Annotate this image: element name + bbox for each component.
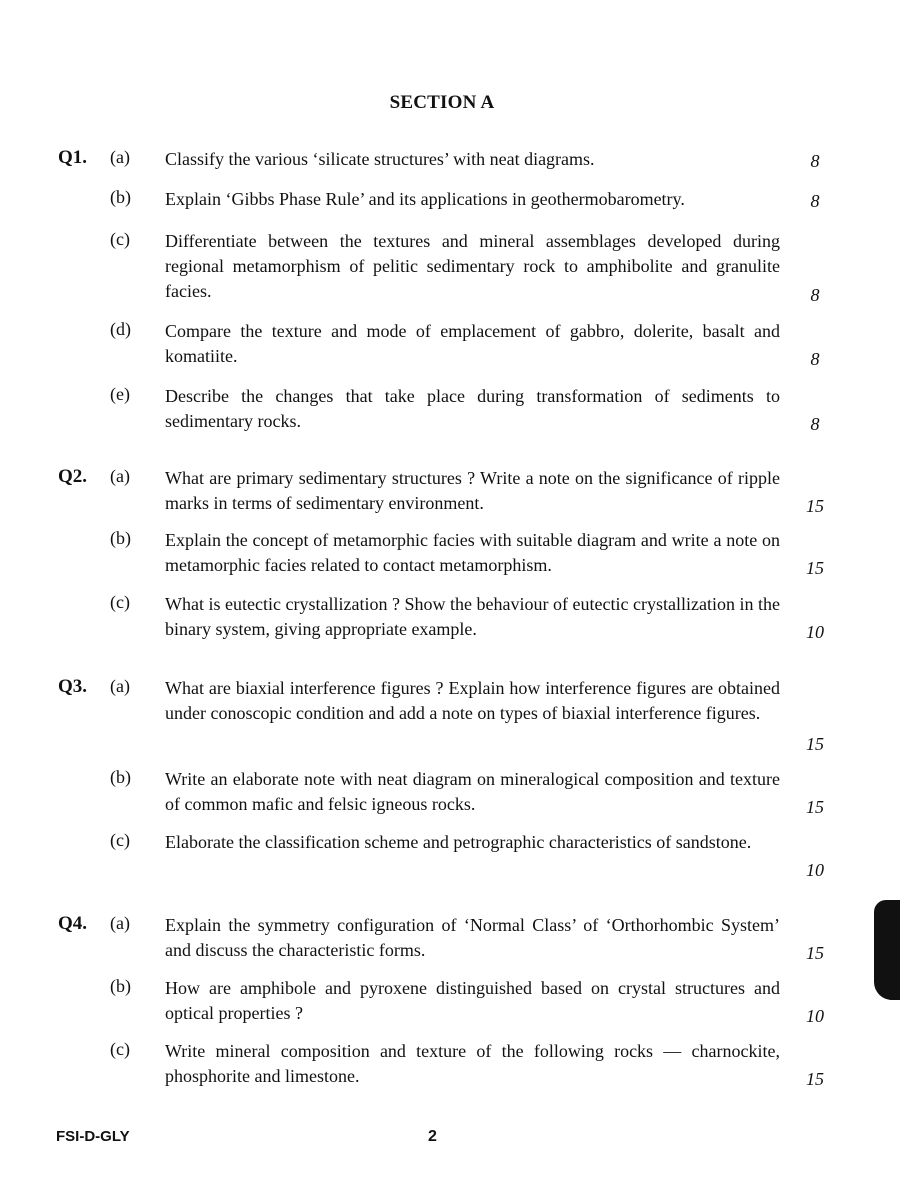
part-marks: 8 xyxy=(810,349,820,369)
part-marks: 8 xyxy=(810,151,820,171)
part-text: How are amphibole and pyroxene distinguished based on crystal structures and optical properties ? xyxy=(165,978,780,1023)
part-text: Explain the concept of metamorphic facies with suitable diagram and write a note on metamorphic facies related to contact metamorphism. xyxy=(165,530,780,575)
part-marks: 10 xyxy=(806,860,824,880)
part-label: (a) xyxy=(110,913,130,933)
question-number: Q1. xyxy=(58,147,88,168)
part-label: (c) xyxy=(110,1039,130,1059)
part-label: (a) xyxy=(110,466,130,486)
part-text: Describe the changes that take place during transformation of sediments to sedimentary rocks. xyxy=(165,386,780,431)
part-label: (a) xyxy=(110,147,130,167)
part-text: Classify the various ‘silicate structures’ with neat diagrams. xyxy=(165,149,595,169)
part-text: Compare the texture and mode of emplacement of gabbro, dolerite, basalt and komatiite. xyxy=(165,321,780,366)
part-marks: 15 xyxy=(806,943,824,963)
part-label: (b) xyxy=(110,767,131,787)
part-marks: 8 xyxy=(810,414,820,434)
part-text: Explain ‘Gibbs Phase Rule’ and its applications in geothermobarometry. xyxy=(165,189,685,209)
part-marks: 15 xyxy=(806,558,824,578)
part-label: (b) xyxy=(110,976,131,996)
part-label: (e) xyxy=(110,384,130,404)
question-number: Q4. xyxy=(58,913,88,934)
part-marks: 10 xyxy=(806,622,824,642)
part-text: What are biaxial interference figures ? Explain how interference figures are obtained under conoscopic condition and add a note on types of biaxial interference figures. xyxy=(165,678,780,723)
part-marks: 15 xyxy=(806,1069,824,1089)
part-marks: 8 xyxy=(810,191,820,211)
part-text: Write an elaborate note with neat diagram on mineralogical composition and texture of common mafic and felsic igneous rocks. xyxy=(165,769,780,814)
part-text: What is eutectic crystallization ? Show the behaviour of eutectic crystallization in the binary system, giving appropriate example. xyxy=(165,594,780,639)
part-label: (c) xyxy=(110,830,130,850)
part-text: Explain the symmetry configuration of ‘Normal Class’ of ‘Orthorhombic System’ and discuss the characteristic forms. xyxy=(165,915,780,960)
part-marks: 15 xyxy=(806,797,824,817)
part-marks: 10 xyxy=(806,1006,824,1026)
section-title: SECTION A xyxy=(389,92,495,113)
part-label: (b) xyxy=(110,187,131,207)
part-text: What are primary sedimentary structures ? Write a note on the significance of ripple marks in terms of sedimentary environment. xyxy=(165,468,780,513)
part-marks: 15 xyxy=(806,496,824,516)
scan-edge-shadow xyxy=(874,900,900,1000)
part-label: (a) xyxy=(110,676,130,696)
part-label: (d) xyxy=(110,319,131,339)
paper-code: FSI-D-GLY xyxy=(56,1128,130,1145)
question-number: Q2. xyxy=(58,466,88,487)
part-text: Elaborate the classification scheme and petrographic characteristics of sandstone. xyxy=(165,832,752,852)
part-label: (b) xyxy=(110,528,131,548)
part-marks: 8 xyxy=(810,285,820,305)
page-number: 2 xyxy=(428,1128,437,1145)
question-number: Q3. xyxy=(58,676,88,697)
part-text: Write mineral composition and texture of the following rocks — charnockite, phosphorite and limestone. xyxy=(165,1041,780,1086)
part-label: (c) xyxy=(110,229,130,249)
part-text: Differentiate between the textures and mineral assemblages developed during regional metamorphism of pelitic sedimentary rock to amphibolite and granulite facies. xyxy=(165,231,780,301)
part-marks: 15 xyxy=(806,734,824,754)
part-label: (c) xyxy=(110,592,130,612)
